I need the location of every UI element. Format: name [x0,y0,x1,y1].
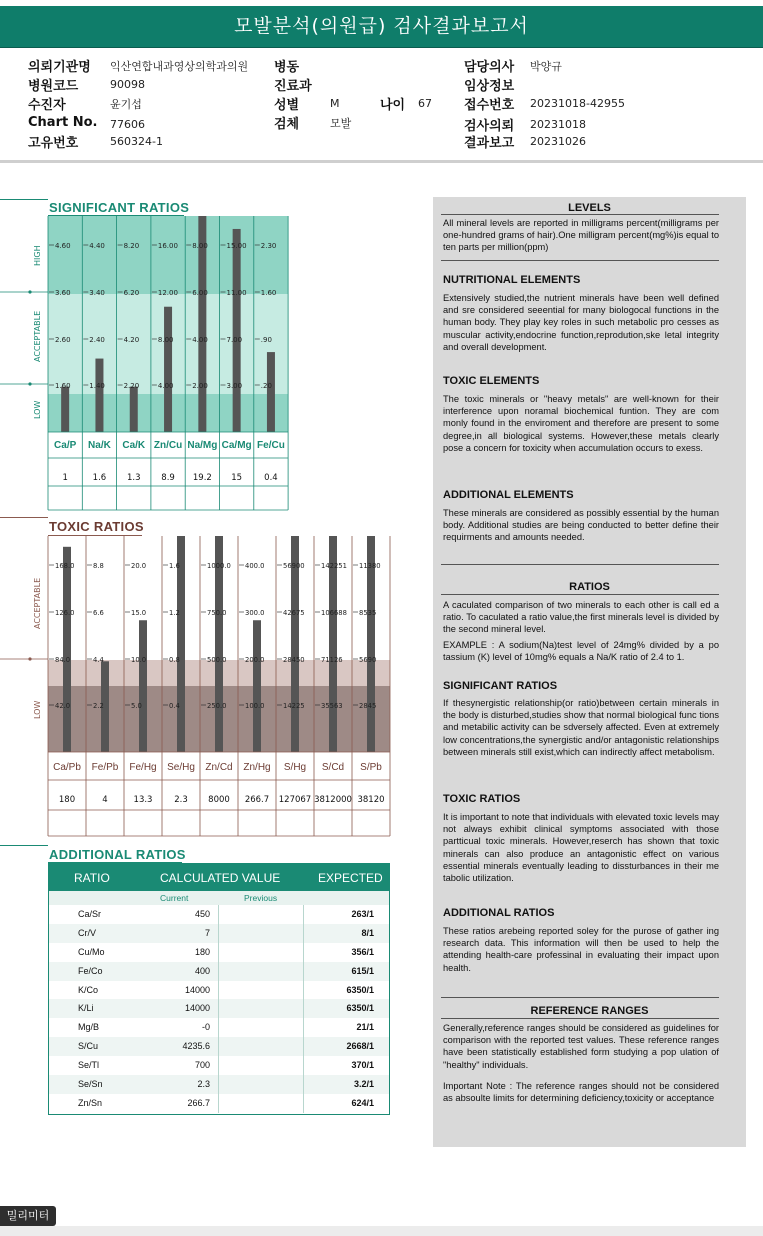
tick-label: 106688 [321,609,347,617]
tick-label: 4.00 [192,336,208,344]
tick-label: 8535 [359,609,377,617]
cell-ratio: Se/Tl [78,1060,100,1071]
ratio-name: Fe/Cu [257,440,285,451]
column-divider [303,905,304,924]
cell-ratio: S/Cu [78,1041,99,1052]
info-hospital-code [28,75,78,94]
info-value: 90098 [110,78,145,91]
column-divider [303,1018,304,1037]
info-label: 검체 [274,117,300,132]
tick-label: 35563 [321,702,343,710]
tick-label: 11380 [359,562,381,570]
column-divider [218,924,219,943]
bar-fe-cu [267,352,275,432]
table-row [48,1018,390,1037]
info-unique-no [28,132,78,151]
tick-label: 8.00 [192,242,208,250]
tick-label: 6.00 [192,289,208,297]
ratio-name: Ca/K [122,440,146,451]
tick-label: 10.0 [131,656,147,664]
ratio-name: Ca/Pb [53,762,81,773]
cell-expected: 356/1 [351,946,374,957]
cell-current: 7 [204,927,210,938]
significant-ratios-text: If thesynergistic relationship(or ratio)between certain minerals in the body is disturbed,studies show that normal biological func tions and metabilic activity can be sdversely affected. Even at extremely low concentrations,the synergistic and/or antagonistic relationships between minerals still exist,which can indirectly affect metabolism. [443,698,719,757]
column-divider [303,924,304,943]
ratio-value: 1 [62,473,68,483]
tick-label: 15.00 [226,242,247,250]
col-previous-header: Previous [244,893,278,903]
tick-label: 168.0 [55,562,75,570]
info-doctor [464,56,514,75]
zone-label-low: LOW [33,400,42,419]
tick-label: 8.00 [157,336,174,344]
ratio-name: S/Hg [283,762,307,773]
column-divider [218,962,219,981]
info-separator [0,160,763,163]
section-rule [0,517,48,518]
tick-label: 200.0 [245,656,265,664]
ratio-name: Zn/Cd [205,762,233,773]
tick-label: 250.0 [207,702,227,710]
info-report-date [464,132,514,151]
col-ratio-header: RATIO [74,871,110,885]
cell-ratio: Cu/Mo [78,946,105,957]
cell-ratio: K/Li [78,1003,94,1014]
ratio-name: Zn/Cu [153,440,183,451]
info-clinical [464,75,514,94]
info-value: 박양규 [530,60,562,73]
column-divider [218,999,219,1018]
additional-elements-heading: ADDITIONAL ELEMENTS [443,489,574,501]
cell-expected: 370/1 [351,1060,374,1071]
significant-ratios-title: SIGNIFICANT RATIOS [49,200,190,215]
additional-ratios-text: These ratios arebeing reported soley for the purose of gather ing research data. This information will then be used to help the attending health-care professinal in evaluating their impact upon health. [443,926,719,973]
column-divider [218,981,219,1000]
info-value: 익산연합내과영상의학과의원 [110,60,249,73]
table-row [48,999,390,1018]
tick-label: 42.0 [55,702,71,710]
cell-current: 180 [194,946,210,957]
cell-ratio: Fe/Co [78,965,103,976]
tick-label: 500.0 [207,656,227,664]
info-label: 성별 [274,98,300,113]
ratio-name: Zn/Hg [243,762,271,773]
info-label: 나이 [380,98,406,113]
cell-current: 14000 [184,1003,210,1014]
info-value: 20231018-42955 [530,97,625,110]
tick-label: 400.0 [245,562,265,570]
tick-label: 12.00 [157,289,178,297]
info-specimen [274,113,299,132]
tick-label: .20 [260,382,272,390]
col-expected-header: EXPECTED [318,871,383,885]
significant-ratios-heading: SIGNIFICANT RATIOS [443,680,558,692]
zone-label-acceptable: ACCEPTABLE [33,577,42,629]
tick-label: 126.0 [55,609,75,617]
column-divider [303,1094,304,1113]
tick-label: 5690 [359,656,377,664]
tick-label: 14225 [283,702,305,710]
cell-expected: 263/1 [351,909,374,919]
info-label: 임상정보 [464,79,515,94]
tick-label: 142251 [321,562,347,570]
cell-expected: 8/1 [361,927,374,938]
bar-ca-p [61,387,69,432]
cell-current: 450 [194,909,210,919]
tick-label: 750.0 [207,609,227,617]
ratio-name: Fe/Hg [129,762,157,773]
table-row [48,905,390,924]
ratio-value: 1.6 [92,473,107,483]
column-divider [303,943,304,962]
tick-label: 1.60 [260,289,277,297]
column-divider [218,943,219,962]
tick-label: 4.20 [123,336,140,344]
table-row [48,924,390,943]
info-department [274,75,312,94]
cell-expected: 6350/1 [346,1003,374,1014]
tick-label: 56900 [283,562,305,570]
info-value: 모발 [330,117,352,130]
info-chart-no [28,115,97,130]
tick-label: 1.6 [169,562,180,570]
tick-label: 0.8 [169,656,180,664]
cell-current: 4235.6 [182,1041,210,1052]
tick-label: 16.00 [157,242,178,250]
column-divider [218,1018,219,1037]
cell-current: -0 [201,1022,210,1033]
toxic-elements-text: The toxic minerals or "heavy metals" are well-known for their interference upon noramal biochemical funtion. They are com monly found in the enviroment and therefore are present to some degree,in all biological systems. However,these metals clearly pose a concern for toxicity when accumulation occurs to exess. [443,394,719,453]
toxic-ratios-title: TOXIC RATIOS [49,519,144,534]
toxic-ratios-chart [0,534,400,844]
bar-ca-pb [63,547,71,752]
info-value: 67 [418,97,432,110]
tick-label: 2.40 [89,336,105,344]
column-divider [303,962,304,981]
tick-label: 4.00 [157,382,174,390]
tick-label: 0.4 [169,702,180,710]
tick-label: 2.20 [123,382,140,390]
tick-label: 2845 [359,702,377,710]
ratio-value: 180 [58,795,76,805]
column-divider [303,1037,304,1056]
cell-ratio: K/Co [78,984,99,995]
ratio-name: Se/Hg [167,762,195,773]
cell-ratio: Mg/B [78,1022,100,1033]
ratio-value: 19.2 [192,473,212,483]
tick-label: .90 [260,336,272,344]
additional-ratios-table [48,863,390,1113]
info-label: Chart No. [28,115,98,130]
ratios-text: A caculated comparison of two minerals to each other is call ed a ratio. To caculated a ratio value,the first minerals level is divided by the second mineral level. [443,600,719,635]
table-row [48,981,390,1000]
cell-current: 400 [194,965,210,976]
toxic-ratios-text: It is important to note that individuals with elevated toxic levels may not always exhibit clinical symptoms associated with those partticual toxic minerals. However,reserch has shown that toxic minerals can also produce an antagonistic effect on various essential minerals eventually leading to dissturbances in their me tabolic utilization. [443,812,719,884]
tick-label: 7.00 [226,336,243,344]
cell-expected: 624/1 [351,1097,374,1108]
column-divider [218,1094,219,1113]
bar-ca-k [130,387,138,432]
cell-current: 700 [194,1060,210,1071]
col-calc-header: CALCULATED VALUE [160,871,281,885]
zone-marker-dot [28,290,31,293]
tick-label: 11.00 [226,289,247,297]
ratio-name: Na/Mg [187,440,218,451]
info-label: 검사의뢰 [464,119,515,134]
table-row [48,1056,390,1075]
tick-label: 1.60 [55,382,71,390]
bar-zn-hg [253,620,261,752]
tick-label: 20.0 [131,562,147,570]
ratio-name: S/Pb [360,762,382,773]
cell-current: 14000 [184,984,210,995]
tick-label: 2.60 [55,336,71,344]
column-divider [218,1075,219,1094]
explanation-panel [433,197,746,1147]
info-age [380,94,405,113]
ratio-value: 0.4 [264,473,278,483]
zone-high [48,216,288,294]
zone-marker-dot [28,382,31,385]
info-label: 진료과 [274,79,312,94]
tick-label: 300.0 [245,609,265,617]
ratio-value: 2.3 [174,795,188,805]
zone-label-low: LOW [33,700,42,719]
tick-label: 5.0 [131,702,142,710]
toxic-ratios-heading: TOXIC RATIOS [443,793,521,805]
info-sex [274,94,299,113]
table-row [48,943,390,962]
bar-zn-cu [164,307,172,432]
table-row [48,962,390,981]
column-divider [218,1037,219,1056]
ratio-name: Ca/P [54,440,77,451]
tick-label: 3.00 [226,382,243,390]
tick-label: 3.60 [55,289,71,297]
table-row [48,1037,390,1056]
divider [441,214,719,215]
divider [441,260,719,261]
cell-expected: 21/1 [356,1022,374,1033]
cell-ratio: Cr/V [78,927,96,938]
cell-ratio: Ca/Sr [78,909,102,919]
ratio-value: 127067 [278,795,312,805]
tick-label: 2.00 [192,382,208,390]
cell-expected: 2668/1 [346,1041,374,1052]
levels-text: All mineral levels are reported in milligrams percent(milligrams per one-hundred grams of hair).One milligram percent(mg%)is equal to ten parts per million(ppm) [443,218,719,253]
zone-marker-dot [28,657,31,660]
info-value: M [330,97,340,110]
ratio-value: 3812000 [314,795,352,805]
tick-label: 8.20 [123,242,140,250]
ratio-value: 8000 [208,795,230,805]
info-referral-org [28,56,91,75]
bar-na-k [95,359,103,432]
reference-ranges-text: Generally,reference ranges should be considered as guidelines for comparison with the reported test values. These reference ranges have been statistically established form studying a pop ulation of "healthy" individuals. [443,1023,719,1070]
ratio-value: 4 [102,795,108,805]
table-header [48,863,390,891]
cell-current: 2.3 [197,1079,210,1090]
info-label: 담당의사 [464,60,515,75]
tick-label: 1.40 [89,382,105,390]
divider [441,564,719,565]
tick-label: 1000.0 [207,562,231,570]
tick-label: 6.20 [123,289,140,297]
cell-current: 266.7 [187,1097,210,1108]
info-label: 결과보고 [464,136,515,151]
tick-label: 2.30 [260,242,277,250]
table-row [48,1094,390,1113]
info-ward [274,56,299,75]
ratio-name: Ca/Mg [221,440,252,451]
cell-expected: 6350/1 [346,984,374,995]
tick-label: 4.40 [89,242,105,250]
ratio-value: 13.3 [133,795,153,805]
zone-label-high: HIGH [33,245,42,266]
col-current-header: Current [160,893,189,903]
ratio-name: Fe/Pb [91,762,119,773]
info-label: 병동 [274,60,300,75]
ratio-value: 8.9 [161,473,175,483]
info-value: 77606 [110,118,145,131]
tick-label: 3.40 [89,289,105,297]
column-divider [303,999,304,1018]
column-divider [218,1056,219,1075]
tick-label: 15.0 [131,609,147,617]
reference-ranges-heading: REFERENCE RANGES [530,1005,649,1017]
table-row [48,1075,390,1094]
section-rule [0,199,48,200]
column-divider [303,1075,304,1094]
ratios-example: EXAMPLE : A sodium(Na)test level of 24mg% divided by a po tassium (K) level of 10mg% equals a Na/K ratio of 2.4 to 1. [443,640,719,663]
info-label: 수진자 [28,98,66,113]
info-value: 20231026 [530,135,586,148]
info-value: 윤기섭 [110,98,142,111]
tick-label: 6.6 [93,609,104,617]
ratio-value: 1.3 [126,473,141,483]
millimeter-badge[interactable]: 밀리미터 [0,1206,56,1226]
report-header [0,0,763,48]
info-patient [28,94,66,113]
divider [441,594,719,595]
tick-label: 8.8 [93,562,104,570]
column-divider [303,981,304,1000]
tick-label: 4.60 [55,242,71,250]
tick-label: 42675 [283,609,305,617]
info-label: 의뢰기관명 [28,60,91,75]
divider [441,997,719,998]
column-divider [218,905,219,924]
ratio-value: 266.7 [244,795,270,805]
reference-ranges-note: Important Note : The reference ranges should not be considered as absoulte limits for determining deficiency,toxicity or acceptance [443,1081,719,1104]
ratio-value: 15 [231,473,243,483]
section-rule [0,845,48,846]
tick-label: 100.0 [245,702,265,710]
ratio-name: Na/K [88,440,111,451]
tick-label: 84.0 [55,656,71,664]
cell-expected: 3.2/1 [353,1079,374,1090]
table-body [48,905,390,1113]
ratio-name: S/Cd [321,762,345,773]
column-divider [303,1056,304,1075]
report-title: 모발분석(의원급) 검사결과보고서 [0,6,763,48]
zone-label-acceptable: ACCEPTABLE [33,310,42,362]
tick-label: 1.2 [169,609,180,617]
additional-ratios-title: ADDITIONAL RATIOS [49,847,186,862]
significant-ratios-chart [0,214,300,514]
levels-heading: LEVELS [568,202,611,214]
info-receipt-no [464,94,514,113]
cell-ratio: Se/Sn [78,1079,103,1090]
additional-elements-text: These minerals are considered as possibly essential by the human body. Additional studies are being conducted to better define their requirments and amounts needed. [443,508,719,543]
info-label: 병원코드 [28,79,79,94]
tick-label: 2.2 [93,702,104,710]
divider [441,1018,719,1019]
info-value: 20231018 [530,118,586,131]
additional-ratios-heading: ADDITIONAL RATIOS [443,907,555,919]
cell-expected: 615/1 [351,965,374,976]
info-label: 접수번호 [464,98,515,113]
tick-label: 71126 [321,656,343,664]
tick-label: 28450 [283,656,305,664]
cell-ratio: Zn/Sn [78,1097,103,1108]
bar-ca-mg [233,229,241,432]
nutritional-text: Extensively studied,the nutrient minerals have been well defined and sre considered seeential for many biologocal functions in the human body. They play key roles in such metabolic pro cesses as muscular activity,endocrine function,reprodution,ske letal integrity and overall development. [443,293,719,352]
nutritional-heading: NUTRITIONAL ELEMENTS [443,274,581,286]
tick-label: 4.4 [93,656,104,664]
ratio-value: 38120 [357,795,385,805]
bar-fe-hg [139,620,147,752]
table-subheader [48,891,390,905]
bottom-strip [0,1226,763,1236]
info-value: 560324-1 [110,135,163,148]
info-label: 고유번호 [28,136,79,151]
toxic-elements-heading: TOXIC ELEMENTS [443,375,540,387]
ratios-heading: RATIOS [569,581,610,593]
